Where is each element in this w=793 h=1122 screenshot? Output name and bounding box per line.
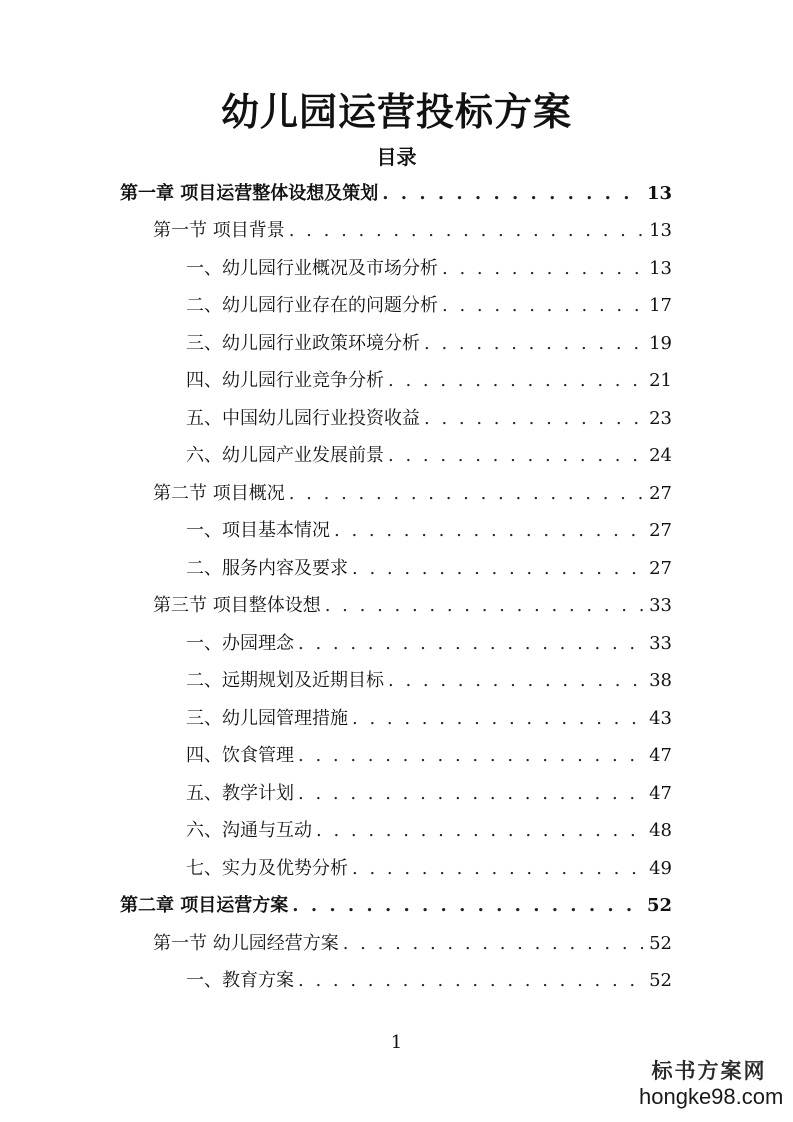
toc-entry-title: 二、服务内容及要求 <box>186 558 352 580</box>
toc-dot-leader <box>388 370 643 392</box>
toc-entry[interactable] <box>0 963 793 1001</box>
toc-dot-leader <box>298 783 643 805</box>
toc-dot-leader <box>298 633 643 655</box>
toc-dot-leader <box>289 483 643 505</box>
toc-entry[interactable] <box>0 475 793 513</box>
toc-entry-page: 24 <box>649 445 672 467</box>
toc-entry[interactable] <box>0 400 793 438</box>
toc-entry-title: 第二章 项目运营方案 <box>120 895 292 917</box>
toc-entry[interactable] <box>0 288 793 326</box>
toc-dot-leader <box>388 670 643 692</box>
toc-dot-leader <box>442 295 643 317</box>
toc-dot-leader <box>352 858 643 880</box>
toc-dot-leader <box>352 558 643 580</box>
toc-entry-title: 五、中国幼儿园行业投资收益 <box>186 408 424 430</box>
toc-dot-leader <box>334 520 643 542</box>
toc-dot-leader <box>382 183 641 205</box>
toc-dot-leader <box>289 220 643 242</box>
toc-entry-title: 一、办园理念 <box>186 633 298 655</box>
toc-dot-leader <box>316 820 643 842</box>
toc-dot-leader <box>325 595 643 617</box>
toc-entry[interactable] <box>0 438 793 476</box>
toc-entry[interactable] <box>0 700 793 738</box>
document-title: 幼儿园运营投标方案 <box>220 89 572 134</box>
toc-entry-page: 13 <box>649 220 672 242</box>
toc-entry[interactable] <box>0 513 793 551</box>
toc-entry-title: 第三节 项目整体设想 <box>153 595 325 617</box>
toc-entry-page: 33 <box>649 595 672 617</box>
toc-dot-leader <box>292 895 641 917</box>
watermark-brand: 标书方案网 <box>651 1058 767 1083</box>
toc-entry[interactable] <box>0 888 793 926</box>
toc-dot-leader <box>298 745 643 767</box>
toc-entry[interactable] <box>0 663 793 701</box>
toc-entry-page: 13 <box>649 257 672 279</box>
toc-entry-page: 43 <box>649 707 672 729</box>
toc-entry-page: 13 <box>646 182 672 204</box>
toc-entry-title: 四、饮食管理 <box>186 745 298 767</box>
toc-entry[interactable] <box>0 625 793 663</box>
toc-entry-page: 23 <box>649 407 672 429</box>
toc-entry-title: 五、教学计划 <box>186 783 298 805</box>
toc-entry-title: 三、幼儿园行业政策环境分析 <box>186 333 424 355</box>
toc-entry-title: 六、沟通与互动 <box>186 820 316 842</box>
toc-entry-page: 52 <box>649 970 672 992</box>
toc-dot-leader <box>388 445 643 467</box>
toc-entry-page: 47 <box>649 745 672 767</box>
toc-dot-leader <box>343 933 643 955</box>
toc-entry-page: 27 <box>649 557 672 579</box>
toc-dot-leader <box>442 258 643 280</box>
toc-entry-page: 33 <box>649 632 672 654</box>
watermark-url: hongke98.com <box>639 1084 784 1109</box>
toc-entry[interactable] <box>0 550 793 588</box>
watermark-logo <box>639 1058 784 1110</box>
toc-dot-leader <box>298 970 643 992</box>
toc-entry-title: 三、幼儿园管理措施 <box>186 708 352 730</box>
page-number: 1 <box>390 1032 403 1053</box>
toc-entry[interactable] <box>0 213 793 251</box>
table-of-contents <box>0 175 793 1000</box>
toc-entry-title: 四、幼儿园行业竞争分析 <box>186 370 388 392</box>
toc-entry-page: 27 <box>649 520 672 542</box>
toc-entry-page: 49 <box>649 857 672 879</box>
toc-dot-leader <box>424 333 643 355</box>
toc-entry[interactable] <box>0 250 793 288</box>
toc-entry-title: 第一节 幼儿园经营方案 <box>153 933 343 955</box>
toc-entry-title: 第一章 项目运营整体设想及策划 <box>120 183 382 205</box>
toc-entry-title: 第一节 项目背景 <box>153 220 289 242</box>
toc-entry-title: 七、实力及优势分析 <box>186 858 352 880</box>
toc-entry-title: 一、项目基本情况 <box>186 520 334 542</box>
toc-entry[interactable] <box>0 588 793 626</box>
toc-entry-page: 52 <box>646 895 672 917</box>
toc-entry-title: 六、幼儿园产业发展前景 <box>186 445 388 467</box>
toc-entry[interactable] <box>0 175 793 213</box>
toc-entry-page: 21 <box>649 370 672 392</box>
toc-dot-leader <box>352 708 643 730</box>
toc-entry-title: 第二节 项目概况 <box>153 483 289 505</box>
toc-heading: 目录 <box>376 145 417 169</box>
toc-entry[interactable] <box>0 850 793 888</box>
toc-dot-leader <box>424 408 643 430</box>
toc-entry-title: 一、幼儿园行业概况及市场分析 <box>186 258 442 280</box>
toc-entry-title: 二、幼儿园行业存在的问题分析 <box>186 295 442 317</box>
toc-entry[interactable] <box>0 775 793 813</box>
toc-entry[interactable] <box>0 813 793 851</box>
toc-entry[interactable] <box>0 325 793 363</box>
toc-entry[interactable] <box>0 925 793 963</box>
toc-entry[interactable] <box>0 738 793 776</box>
toc-entry-page: 17 <box>649 295 672 317</box>
toc-entry[interactable] <box>0 363 793 401</box>
toc-entry-page: 52 <box>649 932 672 954</box>
toc-entry-page: 47 <box>649 782 672 804</box>
toc-entry-page: 48 <box>649 820 672 842</box>
toc-entry-page: 19 <box>649 332 672 354</box>
toc-entry-page: 27 <box>649 482 672 504</box>
toc-entry-title: 二、远期规划及近期目标 <box>186 670 388 692</box>
toc-entry-title: 一、教育方案 <box>186 970 298 992</box>
toc-entry-page: 38 <box>649 670 672 692</box>
